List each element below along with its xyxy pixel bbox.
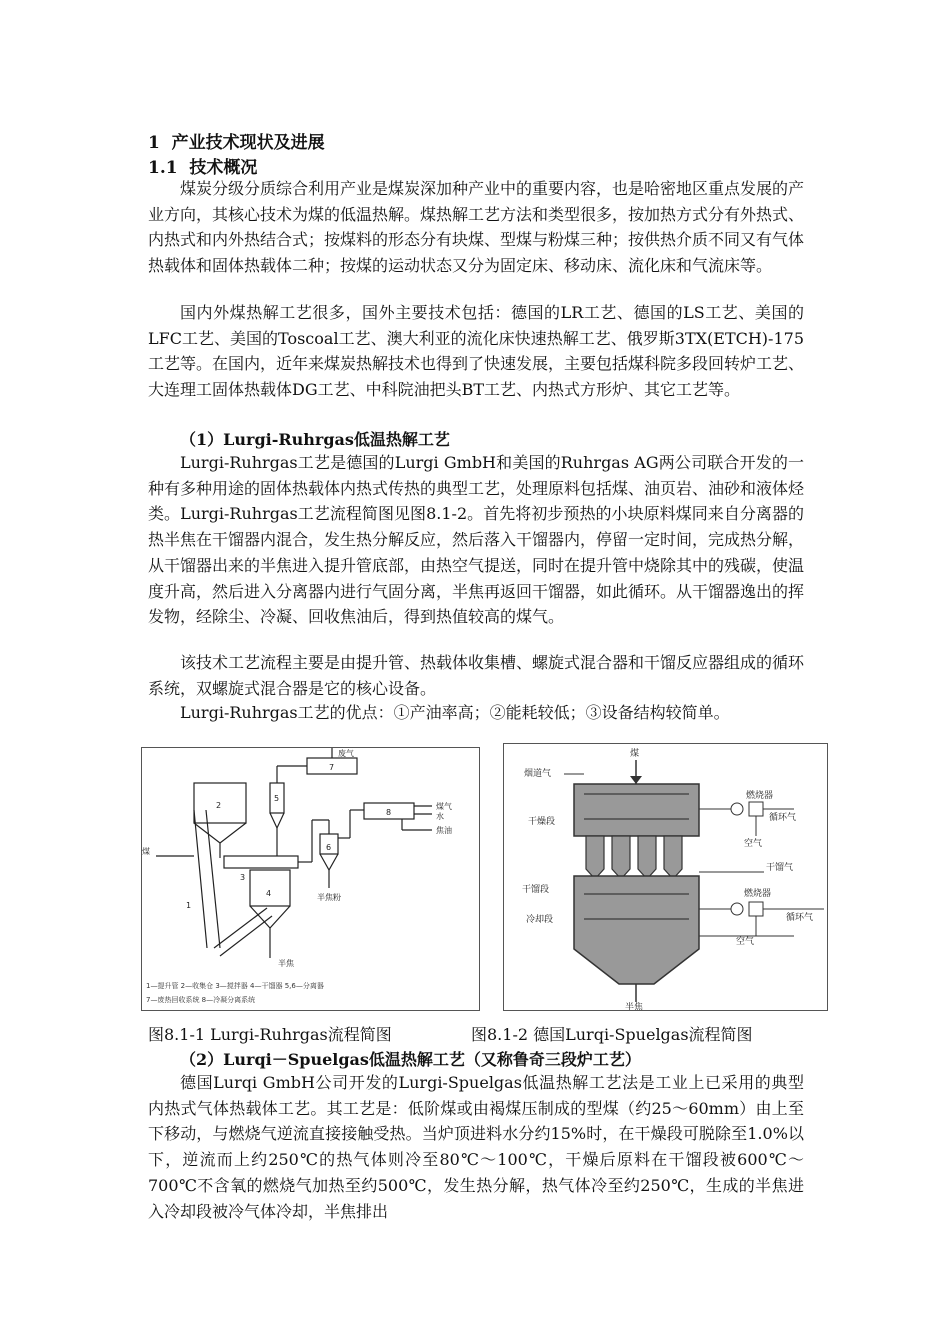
caption-figure-1: 图8.1-1 Lurgi-Ruhrgas流程简图 <box>148 1025 392 1044</box>
label-n6: 6 <box>326 843 332 852</box>
label-semi-powder: 半焦粉 <box>317 893 341 902</box>
label-gas: 煤气 <box>436 802 452 811</box>
label-semi-coke: 半焦 <box>625 1003 644 1010</box>
label-burner-top: 燃烧器 <box>746 791 774 801</box>
label-tar: 焦油 <box>436 826 452 835</box>
label-n7: 7 <box>329 763 335 772</box>
label-recycle-gas-bottom: 循环气 <box>786 913 814 923</box>
label-drying-section: 干燥段 <box>528 817 556 827</box>
lurgi-ruhrgas-diagram <box>142 748 479 1010</box>
subheading-lurgi-ruhrgas: （1）Lurgi-Ruhrgas低温热解工艺 <box>180 430 450 449</box>
label-retort-gas: 干馏气 <box>766 863 794 873</box>
label-n3: 3 <box>240 873 246 882</box>
label-n5: 5 <box>274 794 280 803</box>
paragraph-advantages: Lurgi-Ruhrgas工艺的优点：①产油率高；②能耗较低；③设备结构较简单。 <box>180 703 730 722</box>
caption-figure-2: 图8.1-2 德国Lurqi-Spuelgas流程简图 <box>471 1025 753 1044</box>
label-coal: 煤 <box>630 749 640 759</box>
subheading-lurgi-spuelgas: （2）Lurqi－Spuelgas低温热解工艺（又称鲁奇三段炉工艺） <box>180 1050 641 1069</box>
label-semi: 半焦 <box>278 959 294 968</box>
section-heading: 1 产业技术现状及进展 <box>148 133 325 153</box>
paragraph-lurgi-spuelgas: 德国Lurqi GmbH公司开发的Lurgi-Spuelgas低温热解工艺法是工业上已采用的典型内热式气体热载体工艺。其工艺是：低阶煤或由褐煤压制成的型煤（约25～60mm）由上至下移动，与燃烧气逆流直接接触受热。当炉顶进料水分约15%时，在干燥段可脱除至1.0%以下，逆流而上约250℃的热气体则冷至80℃～100℃，干燥后原料在干馏段被600℃～700℃不含氧的燃烧气加热至约500℃，发生热分解，热气体冷至约250℃，生成的半焦进入冷却段被冷气体冷却，半焦排出 <box>148 1073 804 1221</box>
label-recycle-gas-top: 循环气 <box>769 813 797 823</box>
label-waste-gas: 废气 <box>338 749 354 758</box>
label-coal: 煤 <box>142 847 150 856</box>
paragraph-circulation-system: 该技术工艺流程主要是由提升管、热载体收集槽、螺旋式混合器和干馏反应器组成的循环系统，双螺旋式混合器是它的核心设备。 <box>148 653 805 698</box>
subsection-heading: 1.1 技术概况 <box>148 158 258 178</box>
label-flue-gas: 烟道气 <box>524 769 552 779</box>
legend-line-1: 1—提升管 2—收集仓 3—搅拌器 4—干馏器 5,6—分离器 <box>146 982 324 990</box>
label-n4: 4 <box>266 889 272 898</box>
label-n1: 1 <box>186 901 192 910</box>
label-cooling-section: 冷却段 <box>526 915 554 925</box>
figure-lurgi-spuelgas <box>503 743 828 1011</box>
label-n8: 8 <box>386 808 392 817</box>
paragraph-intro: 煤炭分级分质综合利用产业是煤炭深加种产业中的重要内容，也是哈密地区重点发展的产业方向，其核心技术为煤的低温热解。煤热解工艺方法和类型很多，按加热方式分有外热式、内热式和内外热结合式；按煤料的形态分有块煤、型煤与粉煤三种；按供热介质不同又有气体热载体和固体热载体二种；按煤的运动状态又分为固定床、移动床、流化床和气流床等。 <box>148 179 805 276</box>
legend-line-2: 7—废热回收系统 8—冷凝分离系统 <box>146 996 256 1004</box>
paragraph-technologies: 国内外煤热解工艺很多，国外主要技术包括：德国的LR工艺、德国的LS工艺、美国的LFC工艺、美国的Toscoal工艺、澳大利亚的流化床快速热解工艺、俄罗斯3TX(ETCH)-175工艺等。在国内，近年来煤炭热解技术也得到了快速发展，主要包括煤科院多段回转炉工艺、大连理工固体热载体DG工艺、中科院油把头BT工艺、内热式方形炉、其它工艺等。 <box>148 303 805 400</box>
label-n2: 2 <box>216 801 222 810</box>
label-water: 水 <box>436 812 444 821</box>
label-burner-bottom: 燃烧器 <box>744 889 772 899</box>
label-air-top: 空气 <box>744 839 763 849</box>
paragraph-lurgi-ruhrgas: Lurgi-Ruhrgas工艺是德国的Lurgi GmbH和美国的Ruhrgas AG两公司联合开发的一种有多种用途的固体热载体内热式传热的典型工艺，处理原料包括煤、油页岩、油砂和液体烃类。Lurgi-Ruhrgas工艺流程简图见图8.1-2。首先将初步预热的小块原料煤同来自分离器的热半焦在干馏器内混合，发生热分解反应，然后落入干馏器内，停留一定时间，完成热分解，从干馏器出来的半焦进入提升管底部，由热空气提送，同时在提升管中烧除其中的残碳，使温度升高，然后进入分离器内进行气固分离，半焦再返回干馏器，如此循环。从干馏器逸出的挥发物，经除尘、冷凝、回收焦油后，得到热值较高的煤气。 <box>148 453 805 627</box>
figure-lurgi-ruhrgas <box>141 747 480 1011</box>
label-air-bottom: 空气 <box>736 937 755 947</box>
lurgi-spuelgas-diagram <box>504 744 827 1010</box>
label-retort-section: 干馏段 <box>522 885 550 895</box>
